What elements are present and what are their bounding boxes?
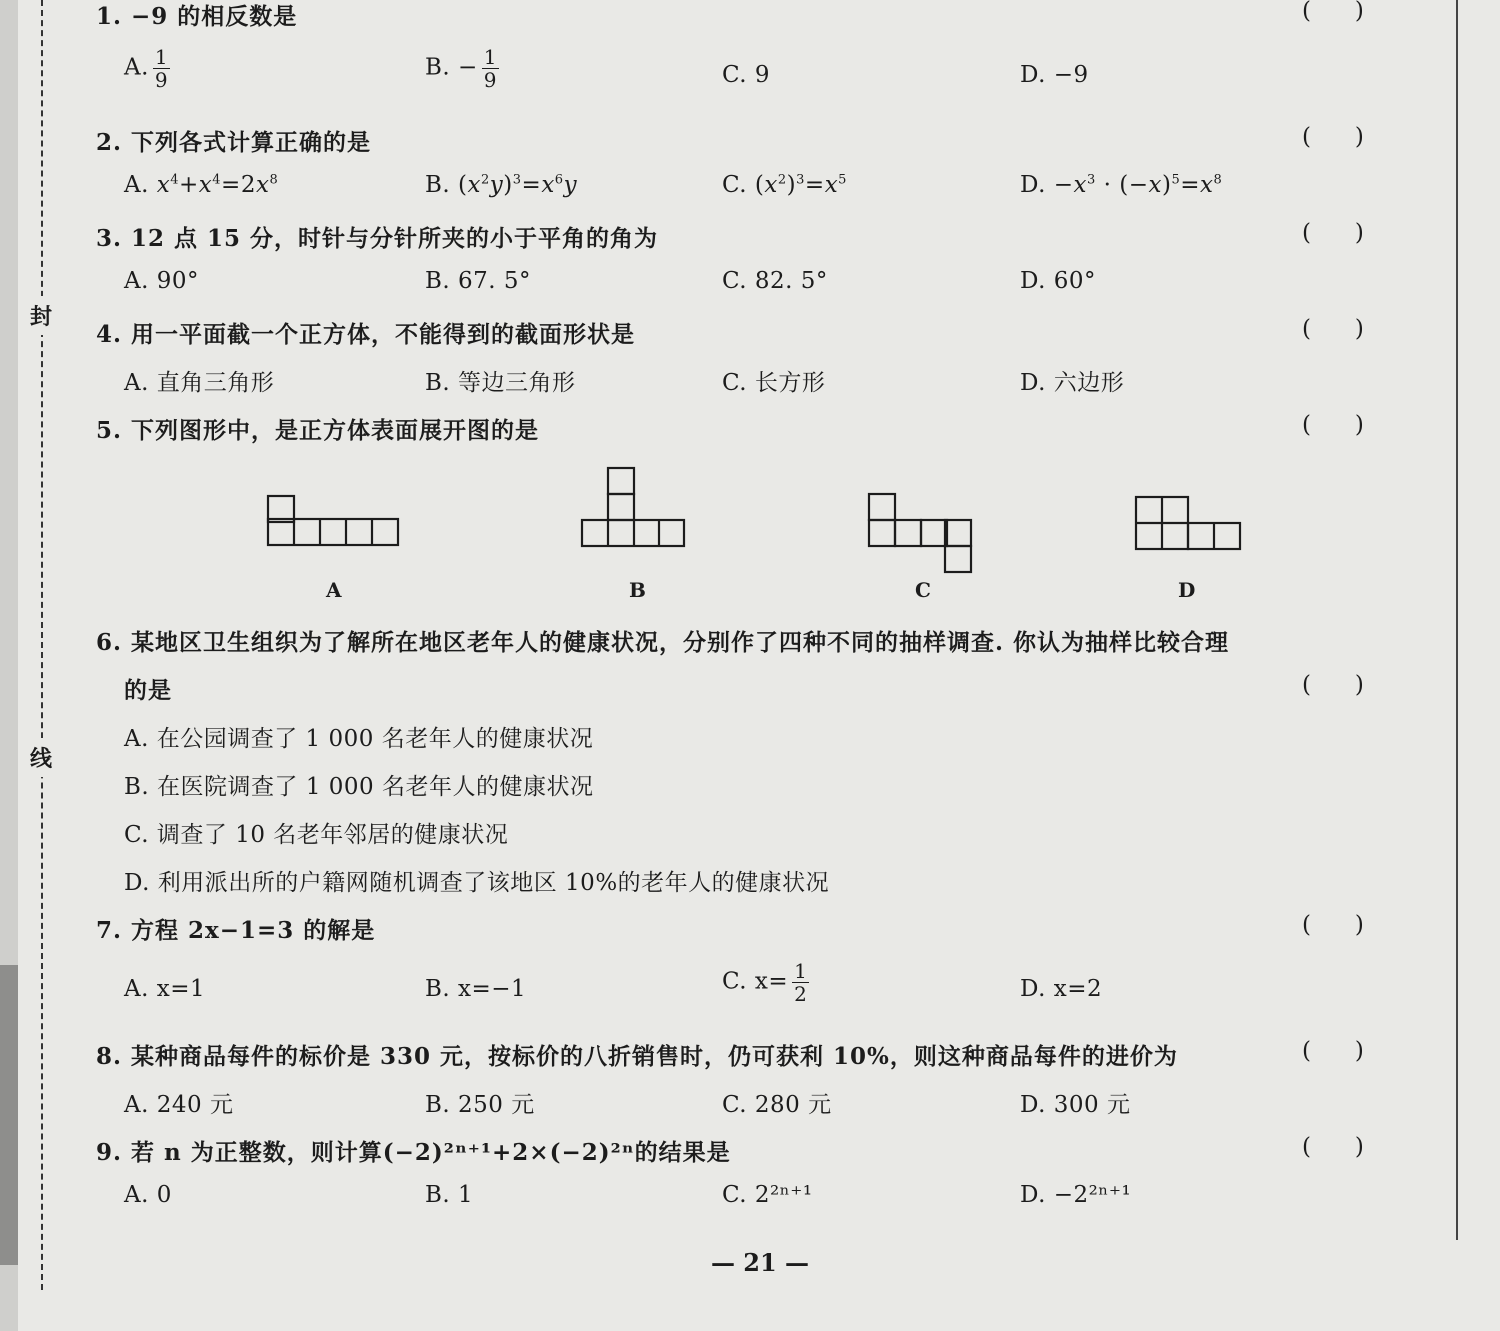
q6-stem-continued: 的是 [124, 677, 172, 704]
q3-answer-paren[interactable]: ( ) [1302, 220, 1364, 246]
q2-option-b: B. $(x^2y)^3=x^6y$ [425, 172, 578, 198]
q9-option-c: C. 2²ⁿ⁺¹ [722, 1182, 813, 1208]
q7-stem: 7. 方程 2x−1=3 的解是 [96, 917, 376, 944]
seal-char-xian: 线 [30, 738, 52, 777]
q1-option-a: A. $\frac{1}{9}$ [124, 45, 169, 92]
q3-stem: 3. 12 点 15 分，时针与分针所夹的小于平角的角为 [96, 225, 659, 252]
q6-option-b: B. 在医院调查了 1 000 名老年人的健康状况 [124, 774, 594, 800]
q7-option-c: C. x= $\frac{1}{2}$ [722, 959, 808, 1006]
net-label-b: B [629, 578, 646, 602]
q4-option-d: D. 六边形 [1020, 370, 1125, 396]
q9-option-d: D. −2²ⁿ⁺¹ [1020, 1182, 1132, 1208]
q7-option-d: D. x=2 [1020, 976, 1103, 1002]
q1-option-d: D. −9 [1020, 62, 1089, 88]
q4-option-a: A. 直角三角形 [124, 370, 275, 396]
q2-option-d: D. $-x^3 \cdot (-x)^5=x^8$ [1020, 172, 1223, 198]
q9-option-b: B. 1 [425, 1182, 474, 1208]
net-c-figure [869, 494, 971, 572]
q7-option-b: B. x=−1 [425, 976, 527, 1002]
q8-stem: 8. 某种商品每件的标价是 330 元，按标价的八折销售时，仍可获利 10%，则这种商品每件的进价为 [96, 1043, 1178, 1070]
q9-stem: 9. 若 n 为正整数，则计算(−2)²ⁿ⁺¹+2×(−2)²ⁿ的结果是 [96, 1139, 731, 1166]
q4-option-c: C. 长方形 [722, 370, 826, 396]
q7-option-a: A. x=1 [124, 976, 206, 1002]
page-number: — 21 — [710, 1248, 810, 1277]
net-d-figure [1136, 497, 1240, 549]
net-a-figure [268, 496, 398, 545]
q9-option-a: A. 0 [124, 1182, 172, 1208]
q4-stem: 4. 用一平面截一个正方体，不能得到的截面形状是 [96, 321, 636, 348]
q8-answer-paren[interactable]: ( ) [1302, 1038, 1364, 1064]
seal-char-feng: 封 [30, 296, 52, 335]
q2-option-c: C. $(x^2)^3=x^5$ [722, 172, 847, 198]
q8-option-b: B. 250 元 [425, 1092, 535, 1118]
q8-option-c: C. 280 元 [722, 1092, 832, 1118]
net-label-d: D [1178, 578, 1196, 602]
q2-stem: 2. 下列各式计算正确的是 [96, 129, 372, 156]
q5-stem: 5. 下列图形中，是正方体表面展开图的是 [96, 417, 540, 444]
net-b-figure [582, 468, 684, 546]
q1-option-b: B. − $\frac{1}{9}$ [425, 45, 498, 92]
q3-option-b: B. 67. 5° [425, 268, 532, 294]
cube-nets-figure [0, 0, 1500, 620]
q2-option-a: A. $x^4+x^4=2x^8$ [124, 172, 279, 198]
q9-answer-paren[interactable]: ( ) [1302, 1134, 1364, 1160]
q6-option-c: C. 调查了 10 名老年邻居的健康状况 [124, 822, 509, 848]
q7-answer-paren[interactable]: ( ) [1302, 912, 1364, 938]
q1-answer-paren[interactable]: ( ) [1302, 0, 1364, 24]
q2-answer-paren[interactable]: ( ) [1302, 124, 1364, 150]
q8-option-a: A. 240 元 [124, 1092, 234, 1118]
net-label-a: A [326, 578, 342, 602]
q4-answer-paren[interactable]: ( ) [1302, 316, 1364, 342]
q5-answer-paren[interactable]: ( ) [1302, 412, 1364, 438]
q4-option-b: B. 等边三角形 [425, 370, 576, 396]
q3-option-d: D. 60° [1020, 268, 1097, 294]
q6-option-d: D. 利用派出所的户籍网随机调查了该地区 10%的老年人的健康状况 [124, 870, 830, 896]
q6-option-a: A. 在公园调查了 1 000 名老年人的健康状况 [124, 726, 594, 752]
q1-option-c: C. 9 [722, 62, 771, 88]
q3-option-c: C. 82. 5° [722, 268, 828, 294]
q6-answer-paren[interactable]: ( ) [1302, 672, 1364, 698]
q3-option-a: A. 90° [124, 268, 199, 294]
q1-stem: 1. −9 的相反数是 [96, 3, 298, 30]
q8-option-d: D. 300 元 [1020, 1092, 1131, 1118]
q6-stem: 6. 某地区卫生组织为了解所在地区老年人的健康状况，分别作了四种不同的抽样调查. 你认为抽样比较合理 [96, 629, 1230, 656]
net-label-c: C [915, 578, 931, 602]
